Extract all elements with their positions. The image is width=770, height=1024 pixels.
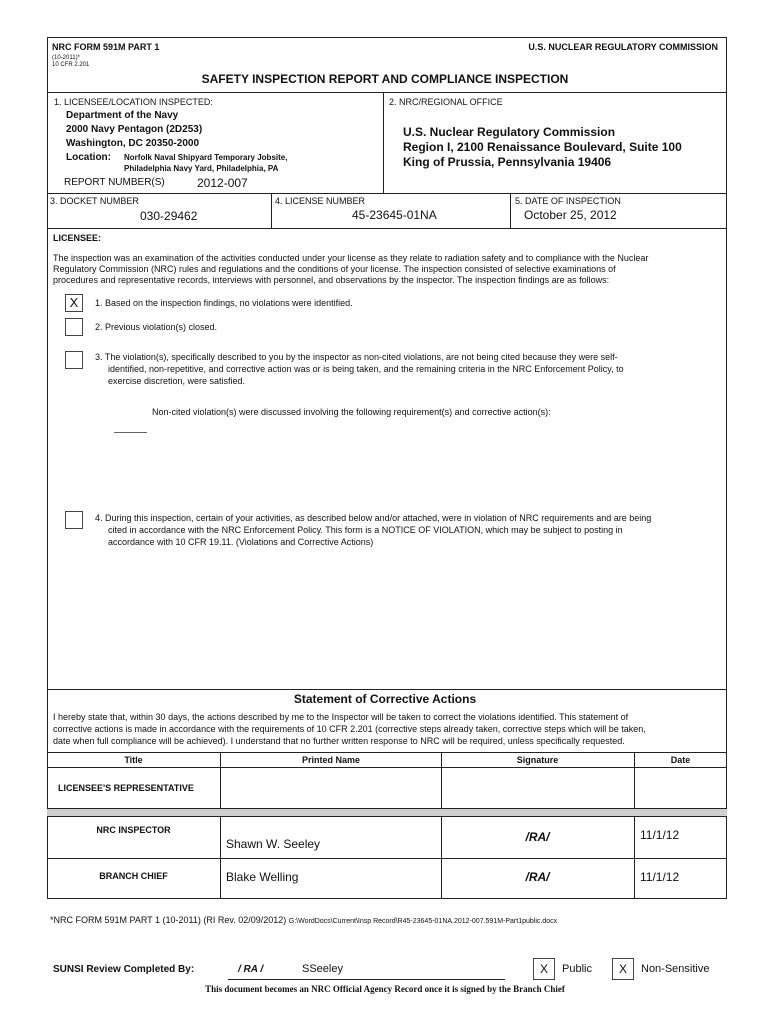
row-title-branch-chief: BRANCH CHIEF bbox=[99, 871, 168, 881]
finding-3-text: 3. The violation(s), specifically described to you by the inspector as non-cited violations, are not being cited because they were self- bbox=[95, 352, 618, 362]
corrective-paragraph-line: date when full compliance will be achieved). I understand that no further written response to NRC will be required, unless specifically requested. bbox=[53, 736, 625, 746]
finding-3-text: identified, non-repetitive, and corrective action was or is being taken, and the remaining criteria in the NRC Enforcement Policy, to bbox=[108, 364, 624, 374]
location-line-1: Norfolk Naval Shipyard Temporary Jobsite, bbox=[124, 153, 288, 162]
corrective-paragraph-line: I hereby state that, within 30 days, the actions described by me to the Inspector will be taken to correct the violations identified. This statement of bbox=[53, 712, 629, 722]
divider bbox=[47, 752, 727, 753]
inspector-signature: /RA/ bbox=[525, 830, 550, 844]
finding-2-text: 2. Previous violation(s) closed. bbox=[95, 322, 218, 332]
inspector-date: 11/1/12 bbox=[640, 828, 680, 842]
licensee-paragraph-line: Regulatory Commission (NRC) rules and regulations and the conditions of your license. The inspection consisted of selective examinations of bbox=[53, 264, 616, 274]
finding-4-text: 4. During this inspection, certain of your activities, as described below and/or attached, were in violation of NRC requirements and are being bbox=[95, 513, 652, 523]
finding-2-checkbox[interactable] bbox=[65, 318, 83, 336]
signature-line bbox=[228, 979, 505, 980]
licensee-paragraph-line: procedures and representative records, interviews with personnel, and observations by the inspector. The inspection findings are as follows: bbox=[53, 275, 610, 285]
public-checkbox[interactable]: X bbox=[533, 958, 555, 980]
col-header-title: Title bbox=[124, 755, 143, 765]
licensee-rep-signature-field[interactable] bbox=[442, 768, 633, 808]
inspector-name: Shawn W. Seeley bbox=[226, 837, 321, 851]
divider bbox=[47, 816, 727, 817]
branch-chief-name: Blake Welling bbox=[226, 870, 299, 884]
divider bbox=[47, 808, 727, 809]
finding-4-checkbox[interactable] bbox=[65, 511, 83, 529]
licensee-location-label: 1. LICENSEE/LOCATION INSPECTED: bbox=[54, 97, 213, 107]
official-record-note: This document becomes an NRC Official Agency Record once it is signed by the Branch Chief bbox=[205, 984, 565, 994]
licensee-rep-name-field[interactable] bbox=[221, 768, 440, 808]
sunsi-label: SUNSI Review Completed By: bbox=[53, 964, 195, 975]
form-name: NRC FORM 591M PART 1 bbox=[52, 42, 160, 52]
licensee-heading: LICENSEE: bbox=[53, 233, 102, 243]
finding-4-text: cited in accordance with the NRC Enforcement Policy. This form is a NOTICE OF VIOLATION, which may be subject to posting in bbox=[108, 525, 623, 535]
license-number: 45-23645-01NA bbox=[352, 208, 437, 222]
licensee-address-2: Washington, DC 20350-2000 bbox=[66, 138, 200, 149]
divider bbox=[47, 193, 727, 194]
divider bbox=[47, 689, 727, 690]
separator-band bbox=[47, 808, 727, 816]
cfr-reference: 10 CFR 2.201 bbox=[52, 62, 90, 68]
licensee-address-1: 2000 Navy Pentagon (2D253) bbox=[66, 124, 203, 135]
report-number: 2012-007 bbox=[197, 176, 248, 190]
finding-3-checkbox[interactable] bbox=[65, 351, 83, 369]
col-header-date: Date bbox=[670, 755, 691, 765]
file-path: G:\WordDocs\Current\Insp Record\R45-23645-01NA.2012-007.591M-Part1public.docx bbox=[288, 918, 558, 925]
noncited-text: Non-cited violation(s) were discussed involving the following requirement(s) and corrective action(s): bbox=[152, 407, 551, 417]
regional-office-label: 2. NRC/REGIONAL OFFICE bbox=[389, 97, 503, 107]
form-revision: (10-2011)* bbox=[52, 55, 80, 61]
divider bbox=[47, 858, 727, 859]
agency-name: U.S. NUCLEAR REGULATORY COMMISSION bbox=[528, 42, 718, 52]
public-label: Public bbox=[562, 963, 592, 975]
form-footer-line bbox=[50, 915, 557, 925]
row-title-licensee-rep: LICENSEE'S REPRESENTATIVE bbox=[58, 783, 194, 793]
divider bbox=[47, 228, 727, 229]
finding-1-text: 1. Based on the inspection findings, no violations were identified. bbox=[95, 298, 353, 308]
non-sensitive-checkbox[interactable]: X bbox=[612, 958, 634, 980]
form-title: SAFETY INSPECTION REPORT AND COMPLIANCE INSPECTION bbox=[201, 72, 569, 86]
sunsi-ra: / RA / bbox=[238, 964, 264, 975]
licensee-rep-date-field[interactable] bbox=[635, 768, 726, 808]
report-number-label: REPORT NUMBER(S) bbox=[64, 177, 165, 188]
regional-office-line-1: U.S. Nuclear Regulatory Commission bbox=[403, 125, 616, 139]
finding-1-checkbox[interactable]: X bbox=[65, 294, 83, 312]
col-header-signature: Signature bbox=[516, 755, 559, 765]
finding-4-text: accordance with 10 CFR 19.11. (Violations and Corrective Actions) bbox=[108, 537, 374, 547]
row-title-nrc-inspector: NRC INSPECTOR bbox=[96, 825, 171, 835]
corrective-paragraph-line: corrective actions is made in accordance with the requirements of 10 CFR 2.201 (corrective steps already taken, corrective steps which will be taken, bbox=[53, 724, 646, 734]
sunsi-reviewer: SSeeley bbox=[302, 963, 343, 975]
finding-3-text: exercise discretion, were satisfied. bbox=[108, 376, 246, 386]
branch-chief-signature: /RA/ bbox=[525, 870, 550, 884]
regional-office-line-2: Region I, 2100 Renaissance Boulevard, Suite 100 bbox=[403, 140, 682, 154]
inspection-date: October 25, 2012 bbox=[524, 208, 617, 222]
location-line-2: Philadelphia Navy Yard, Philadelphia, PA bbox=[124, 164, 279, 173]
licensee-paragraph-line: The inspection was an examination of the activities conducted under your license as they relate to radiation safety and to compliance with the Nuclear bbox=[53, 253, 649, 263]
branch-chief-date: 11/1/12 bbox=[640, 870, 680, 884]
divider bbox=[47, 92, 727, 93]
non-sensitive-label: Non-Sensitive bbox=[641, 963, 710, 975]
inspection-date-label: 5. DATE OF INSPECTION bbox=[515, 196, 621, 206]
location-label: Location: bbox=[66, 152, 111, 163]
divider bbox=[510, 193, 511, 228]
license-number-label: 4. LICENSE NUMBER bbox=[275, 196, 366, 206]
docket-number-label: 3. DOCKET NUMBER bbox=[50, 196, 139, 206]
corrective-actions-title: Statement of Corrective Actions bbox=[293, 692, 477, 706]
docket-number: 030-29462 bbox=[140, 209, 198, 223]
blank-line bbox=[114, 432, 147, 433]
divider bbox=[383, 93, 384, 193]
divider bbox=[271, 193, 272, 228]
licensee-name: Department of the Navy bbox=[66, 110, 179, 121]
regional-office-line-3: King of Prussia, Pennsylvania 19406 bbox=[403, 155, 612, 169]
form-footer-revision: *NRC FORM 591M PART 1 (10-2011) (RI Rev. 02/09/2012) bbox=[50, 915, 287, 925]
col-header-printed-name: Printed Name bbox=[301, 755, 361, 765]
